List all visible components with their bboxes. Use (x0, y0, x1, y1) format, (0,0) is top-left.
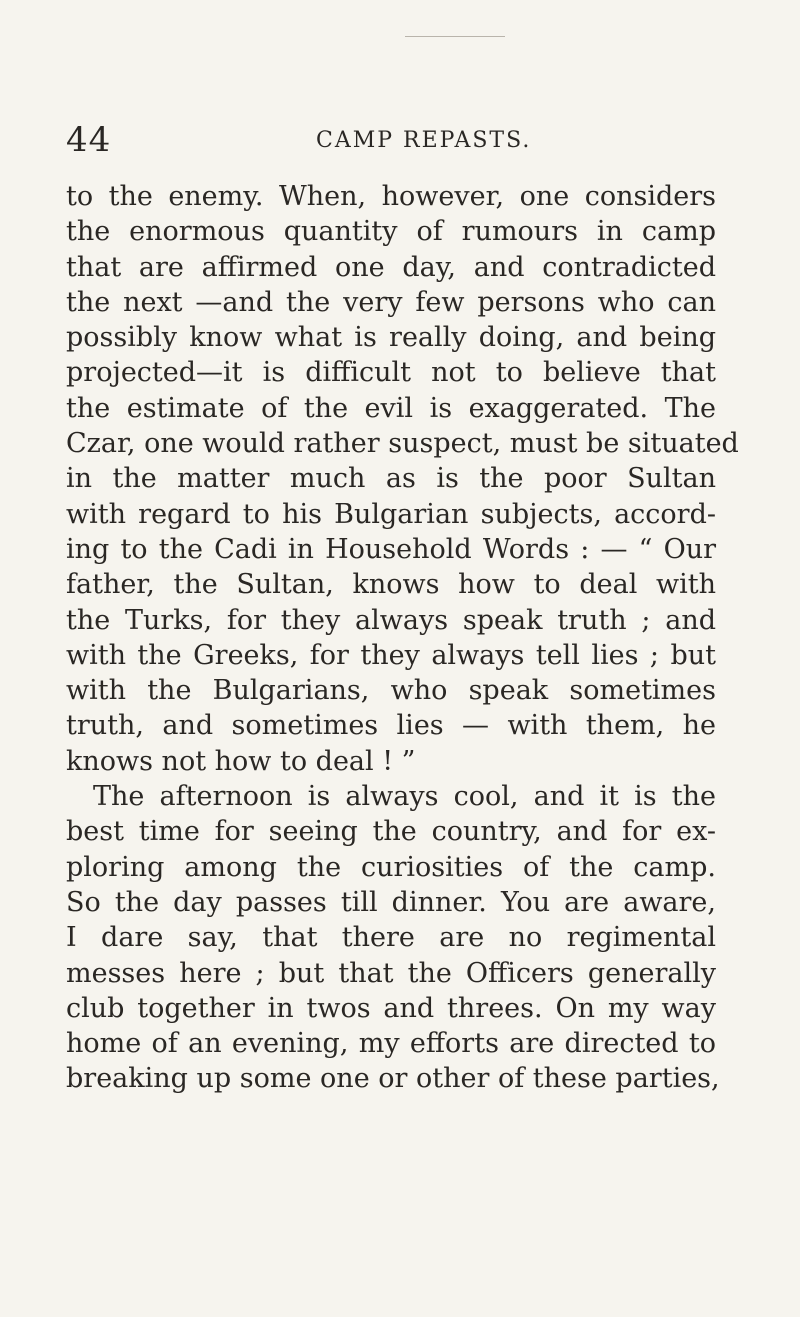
text-line: knows not how to deal ! ” (66, 745, 416, 777)
text-line: with the Bulgarians, who speak sometimes (66, 675, 716, 707)
text-line: truth, and sometimes lies — with them, he (66, 710, 716, 742)
text-line: messes here ; but that the Officers generally (66, 957, 716, 989)
text-line: club together in twos and threes. On my way (66, 992, 716, 1024)
text-line: best time for seeing the country, and for ex- (66, 816, 716, 848)
text-line: breaking up some one or other of these parties, (66, 1063, 720, 1095)
text-line: the next —and the very few persons who can (66, 286, 716, 318)
text-line: ing to the Cadi in Household Words : — “ Our (66, 533, 716, 565)
text-line: Czar, one would rather suspect, must be situated (66, 428, 739, 460)
text-line: home of an evening, my efforts are directed to (66, 1028, 716, 1060)
running-title: CAMP REPASTS. (316, 128, 532, 153)
text-line: father, the Sultan, knows how to deal with (66, 569, 716, 601)
running-head (0, 120, 800, 160)
text-line: with the Greeks, for they always tell lies ; but (66, 639, 716, 671)
text-line: The afternoon is always cool, and it is the (93, 781, 716, 813)
top-rule (405, 36, 505, 37)
page-number: 44 (66, 120, 112, 160)
text-line: I dare say, that there are no regimental (66, 922, 716, 954)
text-line: to the enemy. When, however, one considers (66, 181, 716, 212)
text-line: the estimate of the evil is exaggerated. The (66, 392, 716, 424)
text-line: with regard to his Bulgarian subjects, accord- (66, 498, 716, 530)
text-line: So the day passes till dinner. You are aware, (66, 886, 716, 918)
text-line: possibly know what is really doing, and being (66, 322, 716, 354)
text-line: that are affirmed one day, and contradicted (66, 251, 716, 283)
text-line: the enormous quantity of rumours in camp (66, 216, 716, 248)
text-line: ploring among the curiosities of the camp. (66, 851, 716, 883)
text-line: projected—it is difficult not to believe that (66, 357, 716, 389)
body-text (66, 179, 739, 1097)
text-line: the Turks, for they always speak truth ; and (66, 604, 716, 636)
text-line: in the matter much as is the poor Sultan (66, 463, 716, 495)
